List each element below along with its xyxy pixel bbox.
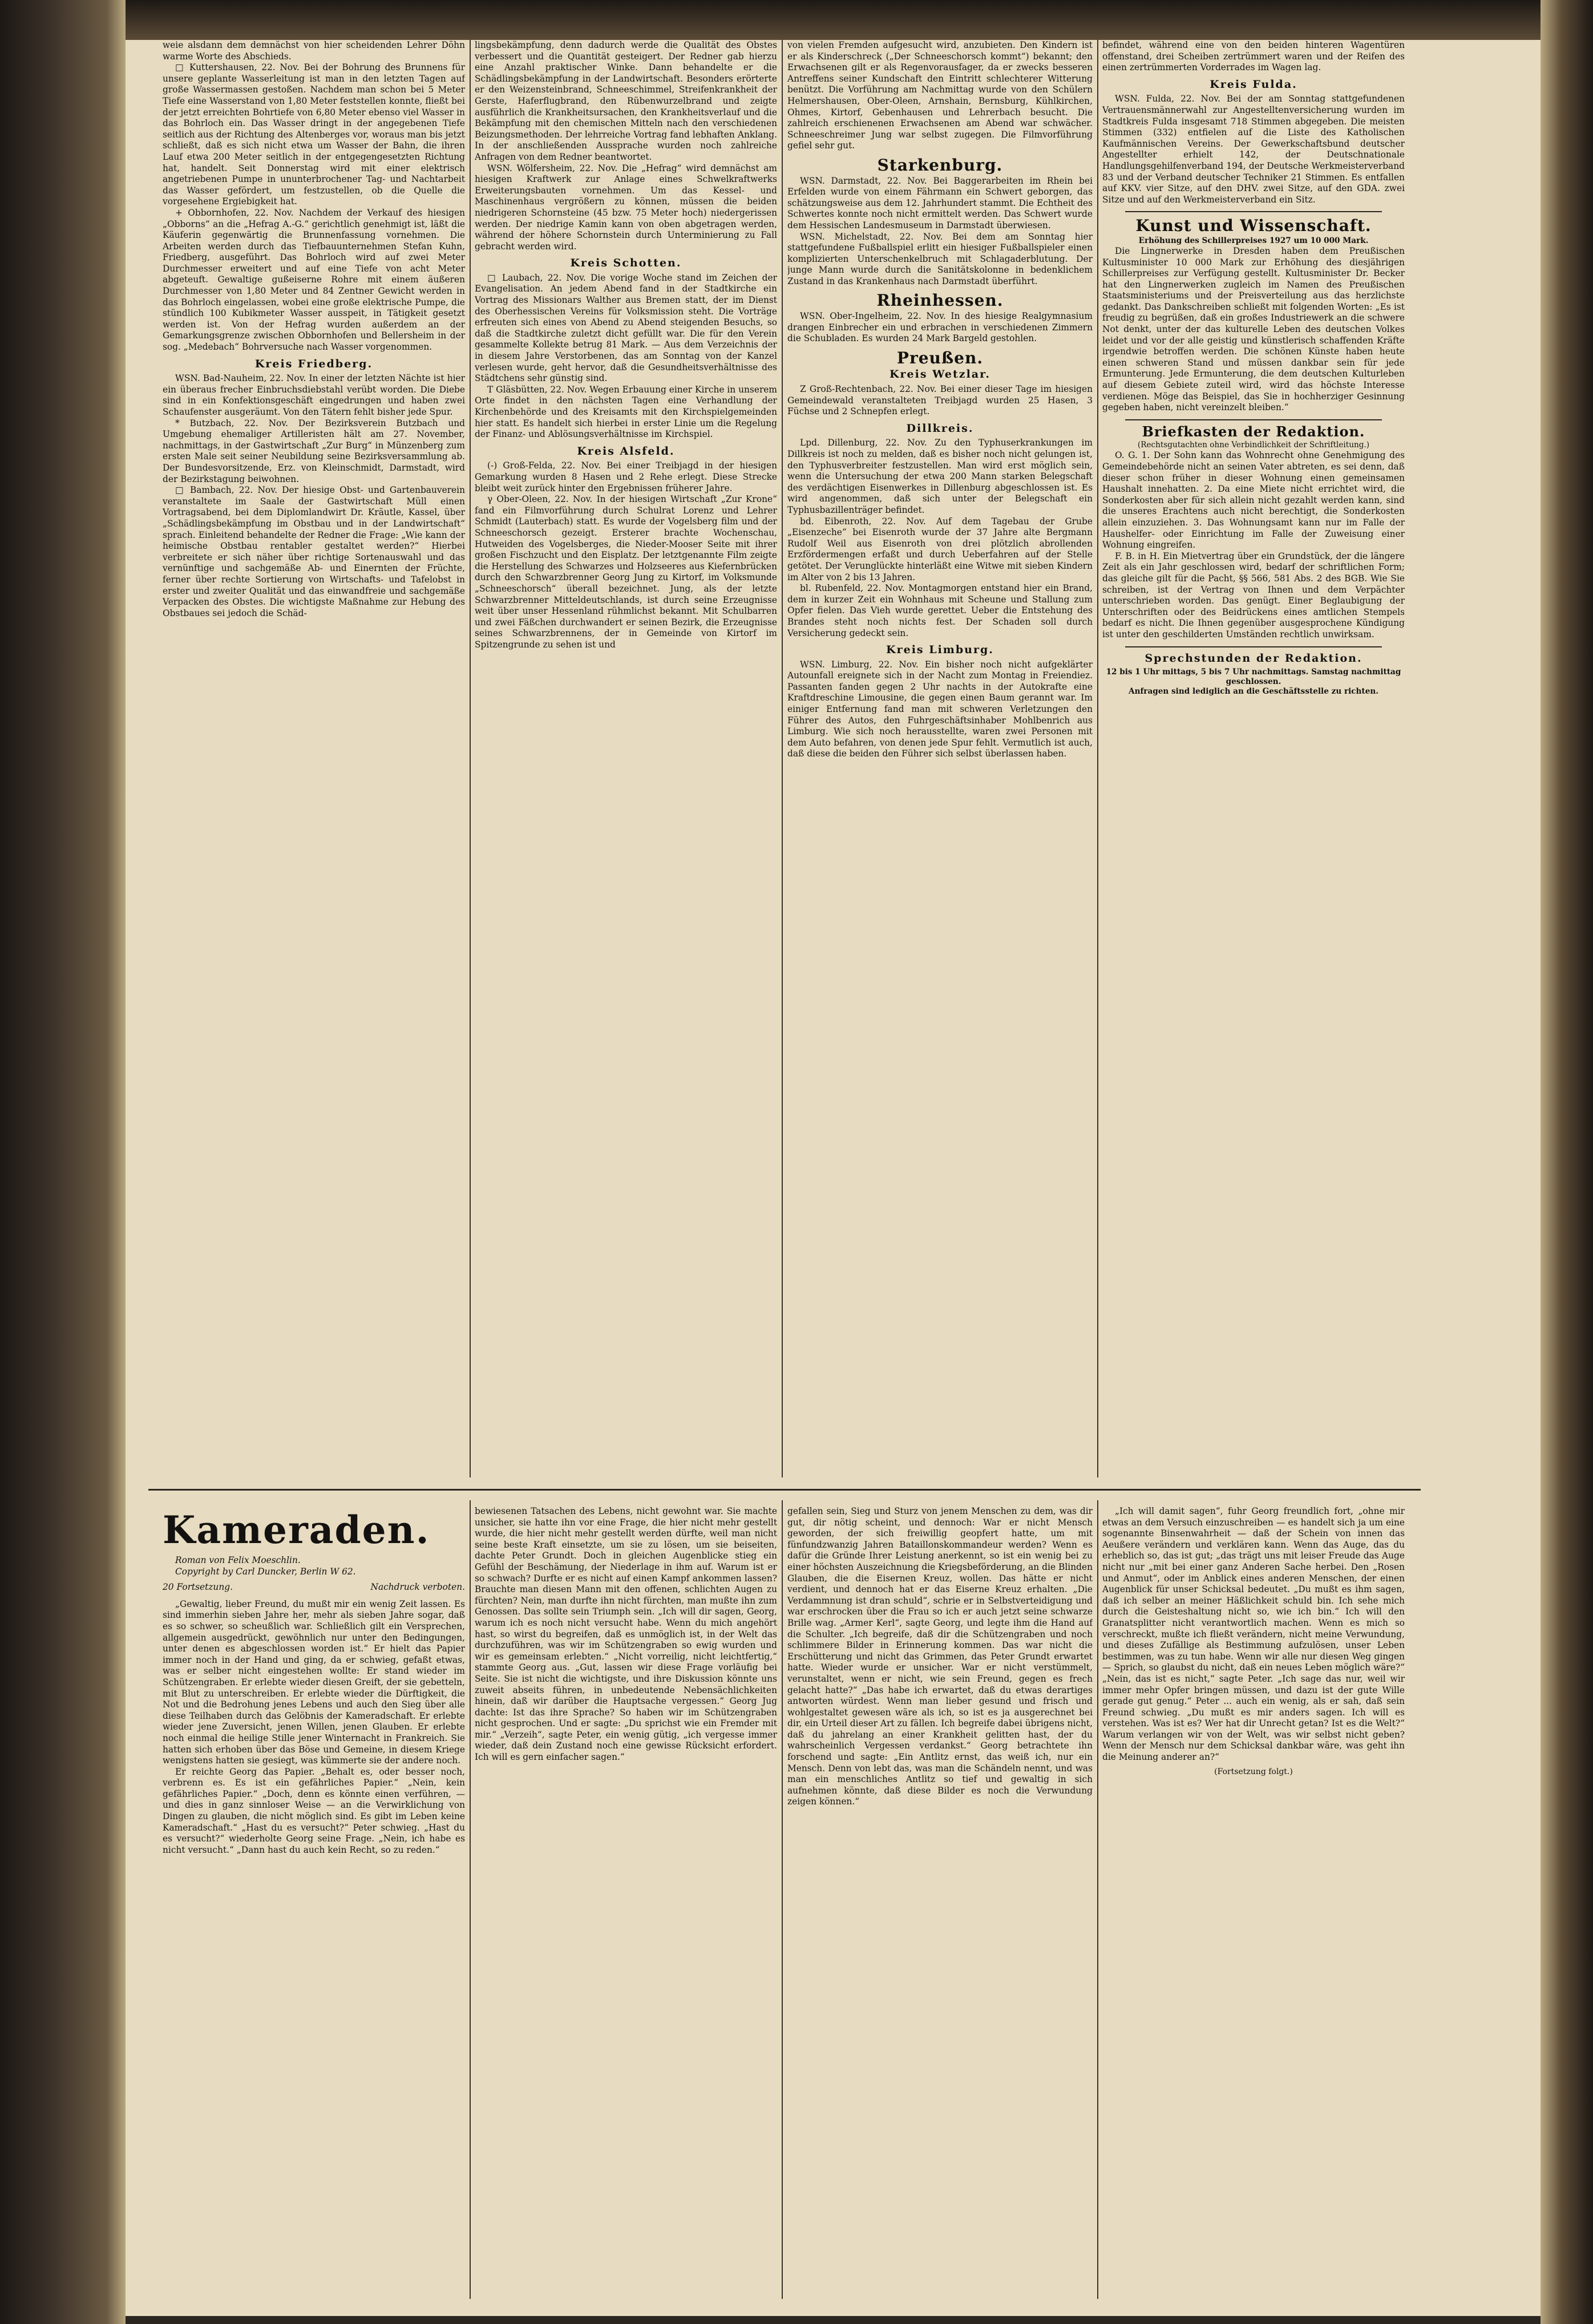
news-column-1 bbox=[163, 40, 465, 1466]
story-text: bewiesenen Tatsachen des Lebens, nicht gewohnt war. Sie machte unsicher, sie hatte ihn vor eine Frage, die hier nicht mehr gestellt wurde, die hier nicht mehr gestellt werden dürfte, weil man nicht seine beste Kraft einsetzte, um sie zu lösen, um sie beiseiten, dachte Peter Grundt. Doch in gleichen Augenblicke stieg ein Gefühl der Beschämung, der Niederlage in ihm auf. Warum ist er so schwach? Durfte er es nicht auf einen Kampf ankommen lassen? Brauchte man diesen Mann mit den offenen, schlichten Augen zu fürchten? Nein, man durfte ihn nicht fürchten, man mußte ihn zum Genossen. Das sollte sein Triumph sein. „Ich will dir sagen, Georg, warum ich es noch nicht versucht habe. Wenn du mich angehört hast, so wirst du begreifen, daß es unmöglich ist, in der Welt das durchzuführen, was wir im Schützengraben so ewig wurden und wir es gemeinsam erlebten.“ „Nicht vorreilig, nicht leichtfertig,“ stammte Georg aus. „Gut, lassen wir diese Frage vorläufig bei Seite. Sie ist nicht die wichtigste, und ihre Diskussion könnte uns zuweit abseits führen, in unbedeutende Nebensächlichkeiten hinein, daß wir darüber die Hauptsache vergessen.“ Georg Jug dachte: Ist das ihre Sprache? So haben wir im Schützengraben nicht gesprochen. Und er sagte: „Du sprichst wie ein Fremder mit mir.“ „Verzeih“, sagte Peter, ein wenig gütig, „ich vergesse immer wieder, daß dein Zustand noch eine gewisse Rücksicht erfordert. Ich will es gern einfacher sagen.“ bbox=[475, 1506, 777, 1763]
continuation-note: (Fortsetzung folgt.) bbox=[1214, 1767, 1293, 1776]
article-text: Die Lingnerwerke in Dresden haben dem Preußischen Kultusminister 10 000 Mark zur Erhöhung des diesjährigen Schillerpreises zur Verfügung gestellt. Kultusminister Dr. Becker hat den Lingnerwerken zugleich im Namen des Preußischen Staatsministeriums und der Preisverteilung aus das herzlichste gedankt. Das Dankschreiben schließt mit folgenden Worten: „Es ist freudig zu begrüßen, daß ein großes Industriewerk an die schwere Not denkt, unter der das kulturelle Leben des deutschen Volkes leidet und vor der alle geistig und künstlerisch schaffenden Kräfte irgendwie betroffen werden. Die schönen Künste haben heute einen schweren Stand und müssen dankbar sein für jede Ermunterung. Jede Ermunterung, die dem deutschen Kulturleben auf diesem Gebiete zuteil wird, wird das höchste Interesse verdienen. Möge das Beispiel, das Sie in hochherziger Gesinnung gegeben haben, nicht vereinzelt bleiben.“ bbox=[1102, 245, 1405, 413]
story-text: gefallen sein, Sieg und Sturz von jenem Menschen zu dem, was dir gut, dir nötig scheint, und dennoch: War er nicht Mensch geworden, der sich freiwillig geopfert hatte, um mit fünfundzwanzig Jahren Bataillonskommandeur werden? Wenn es dafür die Gründe Ihrer Leistung anerkennt, so ist ein wenig bei zu einer höchsten Auszeichnung die Kriegsbeförderung, an die Blinden Glauben, die die Eisernen Kreuz, wollen. Das hätte er nicht verdient, und dennoch hat er das Eiserne Kreuz erhalten. „Die Verdammnung ist dran schuld“, schrie er in Selbstverteidigung und war erschrocken über die Frau so ich er auch jetzt seine schwarze Brille wag. „Armer Kerl“, sagte Georg, und legte ihm die Hand auf die Schulter. „Ich begreife, daß dir die Schützengraben und noch schlimmere Bilder in Erinnerung kommen. Das war nicht die Erschütterung und nicht das Grimmen, das Peter Grundt erwartet hatte. Wieder wurde er unsicher. War er nicht verstümmelt, verunstaltet, wenn er nicht, wie sein Freund, gegen es frech gelacht hatte?“ „Das habe ich erwartet, daß du etwas derartiges antworten würdest. Wenn man lieber gesund und frisch und wohlgestaltet gewesen wäre als ich, so ist es ja ausgerechnet bei dir, ein Urteil dieser Art zu fällen. Ich begreife dabei übrigens nicht, daß du jahrelang an einer Krankheit gelitten hast, der du wahrscheinlich Vergessen verdankst.“ Georg betrachtete ihn forschend und sagte: „Ein Antlitz ernst, das weiß ich, nur ein Mensch. Denn von lebt das, was man die Schändeln nennt, und was man ein menschliches Antlitz so tief und gewaltig in sich aufnehmen könnte, daß diese Bilder es noch die Verwundung zeigen können.“ bbox=[787, 1506, 1093, 1807]
region-heading: Preußen. bbox=[896, 348, 984, 367]
column-rule bbox=[470, 40, 471, 1477]
region-heading: Kunst und Wissenschaft. bbox=[1135, 216, 1372, 236]
newspaper-page bbox=[126, 40, 1541, 2316]
book-spine-left bbox=[0, 0, 126, 2324]
region-heading: Starkenburg. bbox=[877, 155, 1003, 175]
region-heading: Rheinhessen. bbox=[876, 291, 1004, 310]
installment-label: 20 Fortsetzung. bbox=[163, 1582, 233, 1593]
article-text: □ Laubach, 22. Nov. Die vorige Woche stand im Zeichen der Evangelisation. An jedem Abend fand in der Stadtkirche ein Vortrag des Missionars Walther aus Bremen statt, der im Dienst des Oberhessischen Vereins für Volksmission steht. Die Vorträge erfreuten sich eines von Abend zu Abend steigenden Besuchs, so daß die Stadtkirche zuletzt dicht gefüllt war. Die für den Verein gesammelte Kollekte betrug 81 Mark. — Aus dem Verzeichnis der in diesem Jahre Verstorbenen, das am Sonntag von der Kanzel verlesen wurde, geht hervor, daß die Gesundheitsverhältnisse des Städtchens sehr günstig sind. bbox=[475, 272, 777, 384]
article-text: WSN. Wölfersheim, 22. Nov. Die „Hefrag“ wird demnächst am hiesigen Kraftwerk zur Anlage eines Schwelkraftwerks Erweiterungsbauten vornehmen. Um das Kessel- und Maschinenhaus vergrößern zu können, müssen die beiden niedrigeren Schornsteine (45 bzw. 75 Meter hoch) niedergerissen werden. Der niedrige Kamin kann von oben abgetragen werden, während der höhere Schornstein durch Unterminierung zu Fall gebracht werden wird. bbox=[475, 163, 777, 252]
story-title: Kameraden. bbox=[163, 1508, 430, 1552]
section-rule bbox=[148, 1489, 1421, 1491]
article-text: (-) Groß-Felda, 22. Nov. Bei einer Treibjagd in der hiesigen Gemarkung wurden 8 Hasen und 2 Rehe erlegt. Diese Strecke bleibt weit zurück hinter den Ergebnissen früherer Jahre. bbox=[475, 460, 777, 493]
article-text: WSN. Darmstadt, 22. Nov. Bei Baggerarbeiten im Rhein bei Erfelden wurde von einem Fährmann ein Schwert geborgen, das schätzungsweise aus dem 12. Jahrhundert stammt. Die Echtheit des Schwertes konnte noch nicht ermittelt werden. Das Schwert wurde dem Hessischen Landesmuseum in Darmstadt überwiesen. bbox=[787, 175, 1093, 230]
article-text: WSN. Limburg, 22. Nov. Ein bisher noch nicht aufgeklärter Autounfall ereignete sich in der Nacht zum Montag in Freiendiez. Passanten fanden gegen 2 Uhr nachts in der Autokrafte eine Kraftdreschine Limousine, die gegen einen Baum gerannt war. Im einiger Entfernung fand man mit schweren Verletzungen den Führer des Autos, den Fuhrgeschäftsinhaber Mohlbenrich aus Limburg. Wie sich noch herausstellte, waren zwei Personen mit dem Auto befahren, von denen jede Spur fehlt. Vermutlich ist auch, daß diese die beiden den Führer sich selbst überlassen haben. bbox=[787, 659, 1093, 759]
column-rule bbox=[782, 1500, 783, 2299]
article-text: bl. Rubenfeld, 22. Nov. Montagmorgen entstand hier ein Brand, dem in kurzer Zeit ein Wohnhaus mit Scheune und Stallung zum Opfer fielen. Das Vieh wurde gerettet. Ueber die Entstehung des Brandes steht noch nichts fest. Der Schaden soll durch Versicherung gedeckt sein. bbox=[787, 583, 1093, 638]
article-text: WSN. Michelstadt, 22. Nov. Bei dem am Sonntag hier stattgefundene Fußballspiel erlitt ein hiesiger Fußballspieler einen komplizierten Unterschenkelbruch mit Schlagaderblutung. Der junge Mann wurde durch die Sanitätskolonne in bedenklichem Zustand in das Krankenhaus nach Darmstadt überführt. bbox=[787, 231, 1093, 286]
article-text: Lpd. Dillenburg, 22. Nov. Zu den Typhuserkrankungen im Dillkreis ist noch zu melden, daß es bisher noch nicht gelungen ist, den Typhusverbreiter festzustellen. Man wird erst möglich sein, wenn die Untersuchung der etwa 200 Mann starken Belegschaft des verdächtigen Eisenwerkes in Dillenburg abgeschlossen ist. Es wird angenommen, daß sich unter der Belegschaft ein Typhusbazillenträger befindet. bbox=[787, 438, 1093, 515]
subheading: Erhöhung des Schillerpreises 1927 um 10 000 Mark. bbox=[1138, 236, 1369, 245]
article-text: befindet, während eine von den beiden hinteren Wagentüren offenstand, drei Scheiben zertrümmert waren und der Reifen des einen zertrümmerten Vorderrades im Wagen lag. bbox=[1102, 40, 1405, 73]
article-text: lingsbekämpfung, denn dadurch werde die Qualität des Obstes verbessert und die Quantität gesteigert. Der Redner gab hierzu eine Anzahl praktischer Winke. Dann behandelte er die Schädlingsbekämpfung in der Landwirtschaft. Besonders erörterte er den Weizensteinbrand, Schneeschimmel, Streifenkrankheit der Gerste, Haferflugbrand, den Rübenwurzelbrand und zeigte ausführlich die Krankheitsursachen, den Krankheitsverlauf und die Bekämpfung mit den chemischen Mitteln nach den verschiedenen Beizungsmethoden. Der lehrreiche Vortrag fand lebhaften Anklang. In der anschließenden Aussprache wurden noch zahlreiche Anfragen von dem Redner beantwortet. bbox=[475, 40, 777, 162]
story-column-1 bbox=[163, 1506, 465, 2265]
separator bbox=[1125, 419, 1382, 420]
news-column-4 bbox=[1102, 40, 1405, 1466]
article-text: + Obbornhofen, 22. Nov. Nachdem der Verkauf des hiesigen „Obborns“ an die „Hefrag A.-G.“ gerichtlich genehmigt ist, läßt die Käuferin gegenwärtig die Brunnenfassung vornehmen. Die Arbeiten werden durch das Tiefbauunternehmen Stefan Kuhn, Friedberg, ausgeführt. Das Bohrloch wird auf zwei Meter Durchmesser erweitert und auf eine Tiefe von acht Meter abgeteuft. Gewaltige gußeiserne Rohre mit einem äußeren Durchmesser von 1,80 Meter und 84 Zentner Gewicht werden in das Bohrloch eingelassen, wobei eine große elektrische Pumpe, die stündlich 100 Kubikmeter Wasser ausspeit, in Tätigkeit gesetzt werden ist. Von der Hefrag wurden außerdem an der Gemarkungsgrenze zwischen Obbornhofen und Bellersheim in der sog. „Medebach“ Bohrversuche nach Wasser vorgenommen. bbox=[163, 207, 465, 353]
subheading: (Rechtsgutachten ohne Verbindlichkeit der Schriftleitung.) bbox=[1137, 440, 1370, 450]
article-text: von vielen Fremden aufgesucht wird, anzubieten. Den Kindern ist er als Kinderschreck („Der Schneeschorsch kommt“) bekannt; den Erwachsenen gilt er als Regenvorausfager, da er zwecks besseren Antreffens seiner Kundschaft den Eintritt schlechterer Witterung benützt. Die Vorführung am Nachmittag wurde von den Schülern Helmershausen, Ober-Oleen, Arnshain, Bernsburg, Kühlkirchen, Ohmes, Kirtorf, Gebenhausen und Lehrerbach besucht. Die zahlreich erschienenen Erwachsenen am Abend war schwächer. Schneeschreimer Jung war selbst zugegen. Die Filmvorführung gefiel sehr gut. bbox=[787, 40, 1093, 151]
story-column-4 bbox=[1102, 1506, 1405, 2265]
section-heading: Kreis Friedberg. bbox=[254, 357, 373, 370]
section-heading: Kreis Alsfeld. bbox=[577, 444, 675, 457]
separator bbox=[1125, 211, 1382, 212]
column-rule bbox=[470, 1500, 471, 2299]
section-heading: Kreis Fulda. bbox=[1210, 78, 1297, 91]
story-column-3 bbox=[787, 1506, 1093, 2265]
page-top-shadow bbox=[126, 0, 1541, 40]
article-text: O. G. 1. Der Sohn kann das Wohnrecht ohne Genehmigung des Gemeindebehörde nicht an seinen Vater abtreten, es sei denn, daß dieser schon früher in dieser Wohnung einen gemeinsamen Haushalt innehatten. 2. Da eine Miete nicht errichtet wird, die Sonderkosten aber für sich allein nicht gezahlt werden kann, sind die unseres Erachtens auch nicht berechtigt, die Sonderkosten allein einzuziehen. 3. Das Wohnungsamt kann nur im Falle der Haushelfer- oder Einrichtung im Falle der Zuweisung einer Wohnung eingreifen. bbox=[1102, 450, 1405, 550]
story-byline: Roman von Felix Moeschlin. bbox=[175, 1555, 301, 1565]
article-text: □ Kuttershausen, 22. Nov. Bei der Bohrung des Brunnens für unsere geplante Wasserleitung ist man in den letzten Tagen auf große Wassermassen gestoßen. Nachdem man schon bei 5 Meter Tiefe eine Wasserstand von 1,80 Meter feststellen konnte, fließt bei der jetzt erreichten Bohrtiefe von 6,80 Meter ebenso viel Wasser in das Bohrloch ein. Das Wasser dringt in der angegebenen Tiefe seitlich aus der Richtung des Altenberges vor, woraus man bis jetzt schließt, daß es sich nicht etwa um Wasser der Bahn, die ihren Lauf etwa 200 Meter seitlich in der entgegengesetzten Richtung hat, handelt. Seit Donnerstag wird mit einer elektrisch angetriebenen Pumpe in ununterbrochener Tag- und Nachtarbeit das Wasser gefördert, um festzustellen, ob die Quelle die vorgesehene Ergiebigkeit hat. bbox=[163, 62, 465, 207]
office-hours: 12 bis 1 Uhr mittags, 5 bis 7 Uhr nachmittags. Samstag nachmittag geschlossen. bbox=[1106, 667, 1401, 687]
news-column-3 bbox=[787, 40, 1093, 1466]
column-rule bbox=[1097, 40, 1098, 1477]
article-text: WSN. Ober-Ingelheim, 22. Nov. In des hiesige Realgymnasium drangen Einbrecher ein und erbrachen in verschiedenen Zimmern die Schubladen. Es wurden 24 Mark Bargeld gestohlen. bbox=[787, 311, 1093, 344]
column-rule bbox=[1097, 1500, 1098, 2299]
article-text: WSN. Fulda, 22. Nov. Bei der am Sonntag stattgefundenen Vertrauensmännerwahl zur Angestelltenversicherung wurden im Stadtkreis Fulda insgesamt 718 Stimmen abgegeben. Die meisten Stimmen (332) entfielen auf die Liste des Katholischen Kaufmännischen Vereins. Der Gewerkschaftsbund deutscher Angestellter erhielt 142, der Deutschnationale Handlungsgehilfenverband 194, der Deutsche Werkmeisterverband 83 und der Verband deutscher Techniker 21 Stimmen. Es entfallen auf KKV. vier Sitze, auf den DHV. zwei Sitze, auf den GDA. zwei Sitze und auf den Werkmeisterverband ein Sitz. bbox=[1102, 94, 1405, 205]
story-publisher: Copyright by Carl Duncker, Berlin W 62. bbox=[175, 1566, 356, 1577]
article-text: * Butzbach, 22. Nov. Der Bezirksverein Butzbach und Umgebung ehemaliger Artilleristen hält am 27. November, nachmittags, in der Gastwirtschaft „Zur Burg“ in Münzenberg zum ersten Male seit seiner Neubildung seine Bezirksversammlung ab. Der Bundesvorsitzende, Erz. von Kleinschmidt, Darmstadt, wird der Bezirkstagung beiwohnen. bbox=[163, 418, 465, 484]
separator bbox=[1125, 646, 1382, 647]
article-text: bd. Eibenroth, 22. Nov. Auf dem Tagebau der Grube „Eisenzeche“ bei Eisenroth wurde der 37 Jahre alte Bergmann Rudolf Weil aus Eisenroth von drei plötzlich abrollenden Erzfördermengen erfaßt und durch Ueberfahren auf der Stelle getötet. Der Verunglückte hinterläßt eine Witwe mit sieben Kindern im Alter von 2 bis 13 Jahren. bbox=[787, 516, 1093, 582]
section-heading: Dillkreis. bbox=[906, 422, 974, 435]
book-edge-right bbox=[1541, 0, 1593, 2324]
column-rule bbox=[782, 40, 783, 1477]
section-heading: Kreis Wetzlar. bbox=[890, 368, 990, 381]
story-text: Er reichte Georg das Papier. „Behalt es, oder besser noch, verbrenn es. Es ist ein gefährliches Papier.“ „Nein, kein gefährliches Papier.“ „Doch, denn es könnte einen verführen, — und dies in ganz sinnloser Weise — an die Verwirklichung von Dingen zu glauben, die nicht möglich sind. Es gibt im Leben keine Kameradschaft.“ „Hast du es versucht?“ Peter schwieg. „Hast du es versucht?“ wiederholte Georg seine Frage. „Nein, ich habe es nicht versucht.“ „Dann hast du auch kein Recht, so zu reden.“ bbox=[163, 1766, 465, 1855]
article-text: Z Groß-Rechtenbach, 22. Nov. Bei einer dieser Tage im hiesigen Gemeindewald veranstalteten Treibjagd wurden 25 Hasen, 3 Füchse und 2 Schnepfen erlegt. bbox=[787, 384, 1093, 417]
section-heading: Kreis Schotten. bbox=[570, 257, 682, 270]
article-text: weie alsdann dem demnächst von hier scheidenden Lehrer Döhn warme Worte des Abschieds. bbox=[163, 40, 465, 62]
reprint-notice: Nachdruck verboten. bbox=[370, 1582, 465, 1593]
story-meta bbox=[163, 1582, 465, 1593]
story-text: „Ich will damit sagen“, fuhr Georg freundlich fort, „ohne mir etwas an dem Versuch einzuschreiben — es handelt sich ja um eine sogenannte Binsenwahrheit — daß der Schein von innen das Aeußere verändern und verklären kann. Wenn das Auge, das du erheblich so, das ist gut; „das trägt uns mit leiser Freude das Auge nicht nur „mit bei einer ganz Anderen Sache herbei. Den „Rosen und Anmut“, oder im Anblick eines anderen Menschen, der einen Augenblick für unser Schicksal bedeutet. „Du mußt es ihm sagen, daß ich selber an meiner Häßlichkeit schuld bin. Ich sehe mich durch die Geisteshaltung nicht so, wie ich bin.“ Ich will den Granatsplitter nicht verantwortlich machen. Wenn es mich so verschreckt, mußte ich fließt verändern, nicht meine Verwundung, und dieses Zufällige als Bestimmung aufzulösen, unser Leben bestimmen, was zu tun habe. Wenn wir alle nur diesen Weg gingen — Sprich, so glaubst du nicht, daß ein neues Leben möglich wäre?“ „Nein, das ist es nicht,“ sagte Peter. „Ich sage das nur, weil wir immer mehr Opfer bringen müssen, und dazu ist der gute Wille gerade gut genug.“ Peter ... auch ein wenig, als er sah, daß sein Freund schwieg. „Du mußt es mir anders sagen. Ich will es verstehen. Was ist es? Wer hat dir Unrecht getan? Ist es die Welt?“ Warum verlangen wir von der Welt, was wir selbst nicht geben? Wenn der Mensch nur dem Schicksal dankbar wäre, was geht ihn die Meinung anderer an?“ bbox=[1102, 1506, 1405, 1763]
story-text: „Gewaltig, lieber Freund, du mußt mir ein wenig Zeit lassen. Es sind immerhin sieben Jahre her, mehr als sieben Jahre sogar, daß es so schwer, so scheußlich war. Schließlich gilt ein Versprechen, allgemein ausgedrückt, gewöhnlich nur unter den Bedingungen, unter denen es abgeschlossen worden ist.“ Er hielt das Papier immer noch in der Hand und ging, da er schwieg, gefaßt etwas, was er selber nicht eingestehen wollte: Er stand wieder im Schützengraben. Er erlebte wieder diesen Greift, der sie gebetteln, mit Blut zu unterschreiben. Er erlebte wieder die Dürftigkeit, die Not und die Bedrohung jenes Lebens und auch den Sieg über alle diese Teilhaben durch das Gelöbnis der Kameradschaft. Er erlebte wieder jene Zuversicht, jenen Willen, jenen Glauben. Er erlebte noch einmal die heilige Stille jener Winternacht in Frankreich. Sie hatten sich erhoben über das Böse und Gemeine, in diesem Kriege wenigstens hatten sie gesiegt, was kümmerte sie der andere noch. bbox=[163, 1598, 465, 1766]
notice: Anfragen sind lediglich an die Geschäftsstelle zu richten. bbox=[1129, 687, 1378, 697]
news-column-2 bbox=[475, 40, 777, 1466]
article-text: F. B. in H. Ein Mietvertrag über ein Grundstück, der die längere Zeit als ein Jahr geschlossen wird, bedarf der schriftlichen Form; das gleiche gilt für die Pacht, §§ 566, 581 Abs. 2 des BGB. Wie Sie schreiben, ist der Vertrag von Ihnen und dem Verpächter unterschrieben worden. Das genügt. Einer Beglaubigung der Unterschriften oder des Beidrückens eines amtlichen Stempels bedarf es nicht. Die Ihnen gegenüber ausgesprochene Kündigung ist unter den geschilderten Umständen rechtlich unwirksam. bbox=[1102, 550, 1405, 639]
article-text: □ Bambach, 22. Nov. Der hiesige Obst- und Gartenbauverein veranstaltete im Saale der Gastwirtschaft Müll einen Vortragsabend, bei dem Diplomlandwirt Dr. Kräutle, Kassel, über „Schädlingsbekämpfung im Obstbau und in der Landwirtschaft“ sprach. Einleitend behandelte der Redner die Frage: „Wie kann der heimische Obstbau rentabler gestaltet werden?“ Hierbei verbreitete er sich näher über richtige Sortenauswahl und das vernünftige und sachgemäße Ab- und Einernten der Früchte, ferner über rechte Sortierung von Wirtschafts- und Tafelobst in erster und zweiter Qualität und das einwandfreie und sachgemäße Verpacken des Obstes. Die wichtigste Maßnahme zur Hebung des Obstbaues sei jedoch die Schäd- bbox=[163, 485, 465, 618]
section-heading: Briefkasten der Redaktion. bbox=[1142, 423, 1365, 440]
article-text: T Gläsbütten, 22. Nov. Wegen Erbauung einer Kirche in unserem Orte findet in den nächsten Tagen eine Verhandlung der Kirchenbehörde und des Kreisamts mit den Kirchspielgemeinden hier statt. Es handelt sich hierbei in erster Linie um die Regelung der Finanz- und Ablösungsverhältnisse im Kirchspiel. bbox=[475, 384, 777, 440]
story-column-2 bbox=[475, 1506, 777, 2265]
article-text: γ Ober-Oleen, 22. Nov. In der hiesigen Wirtschaft „Zur Krone“ fand ein Filmvorführung durch Schulrat Lorenz und Lehrer Schmidt (Lauterbach) statt. Es wurde der Vogelsberg film und der Schneeschorsch gezeigt. Ersterer brachte Wochenschau, Hutweiden des Vogelsberges, die Nieder-Mooser Seite mit ihrer großen Fischzucht und den Eisplatz. Der letztgenannte Film zeigte die Herstellung des Schwarzes und Holzseeres aus Kiefernbrücken durch den Schwarzbrenner Georg Jung zu Kirtorf, im Volksmunde „Schneeschorsch“ überall bezeichnet. Jung, als der letzte Schwarzbrenner Mitteldeutschlands, ist durch seine Erzeugnisse weit über unser Hessenland rühmlichst bekannt. Mit Schulbarren und zwei Fäßchen durchwandert er seinen Bezirk, die Erzeugnisse seines Schwarzbrennens, der in Gemeinde von Kirtorf im Spitzengrunde zu sehen ist und bbox=[475, 494, 777, 650]
section-heading: Sprechstunden der Redaktion. bbox=[1145, 651, 1362, 665]
section-heading: Kreis Limburg. bbox=[886, 643, 994, 657]
article-text: WSN. Bad-Nauheim, 22. Nov. In einer der letzten Nächte ist hier ein überaus frecher Einbruchsdiebstahl verübt worden. Die Diebe sind in ein Konfektionsgeschäft eingedrungen und haben zwei Schaufenster ausgeräumt. Von den Tätern fehlt bisher jede Spur. bbox=[163, 373, 465, 417]
